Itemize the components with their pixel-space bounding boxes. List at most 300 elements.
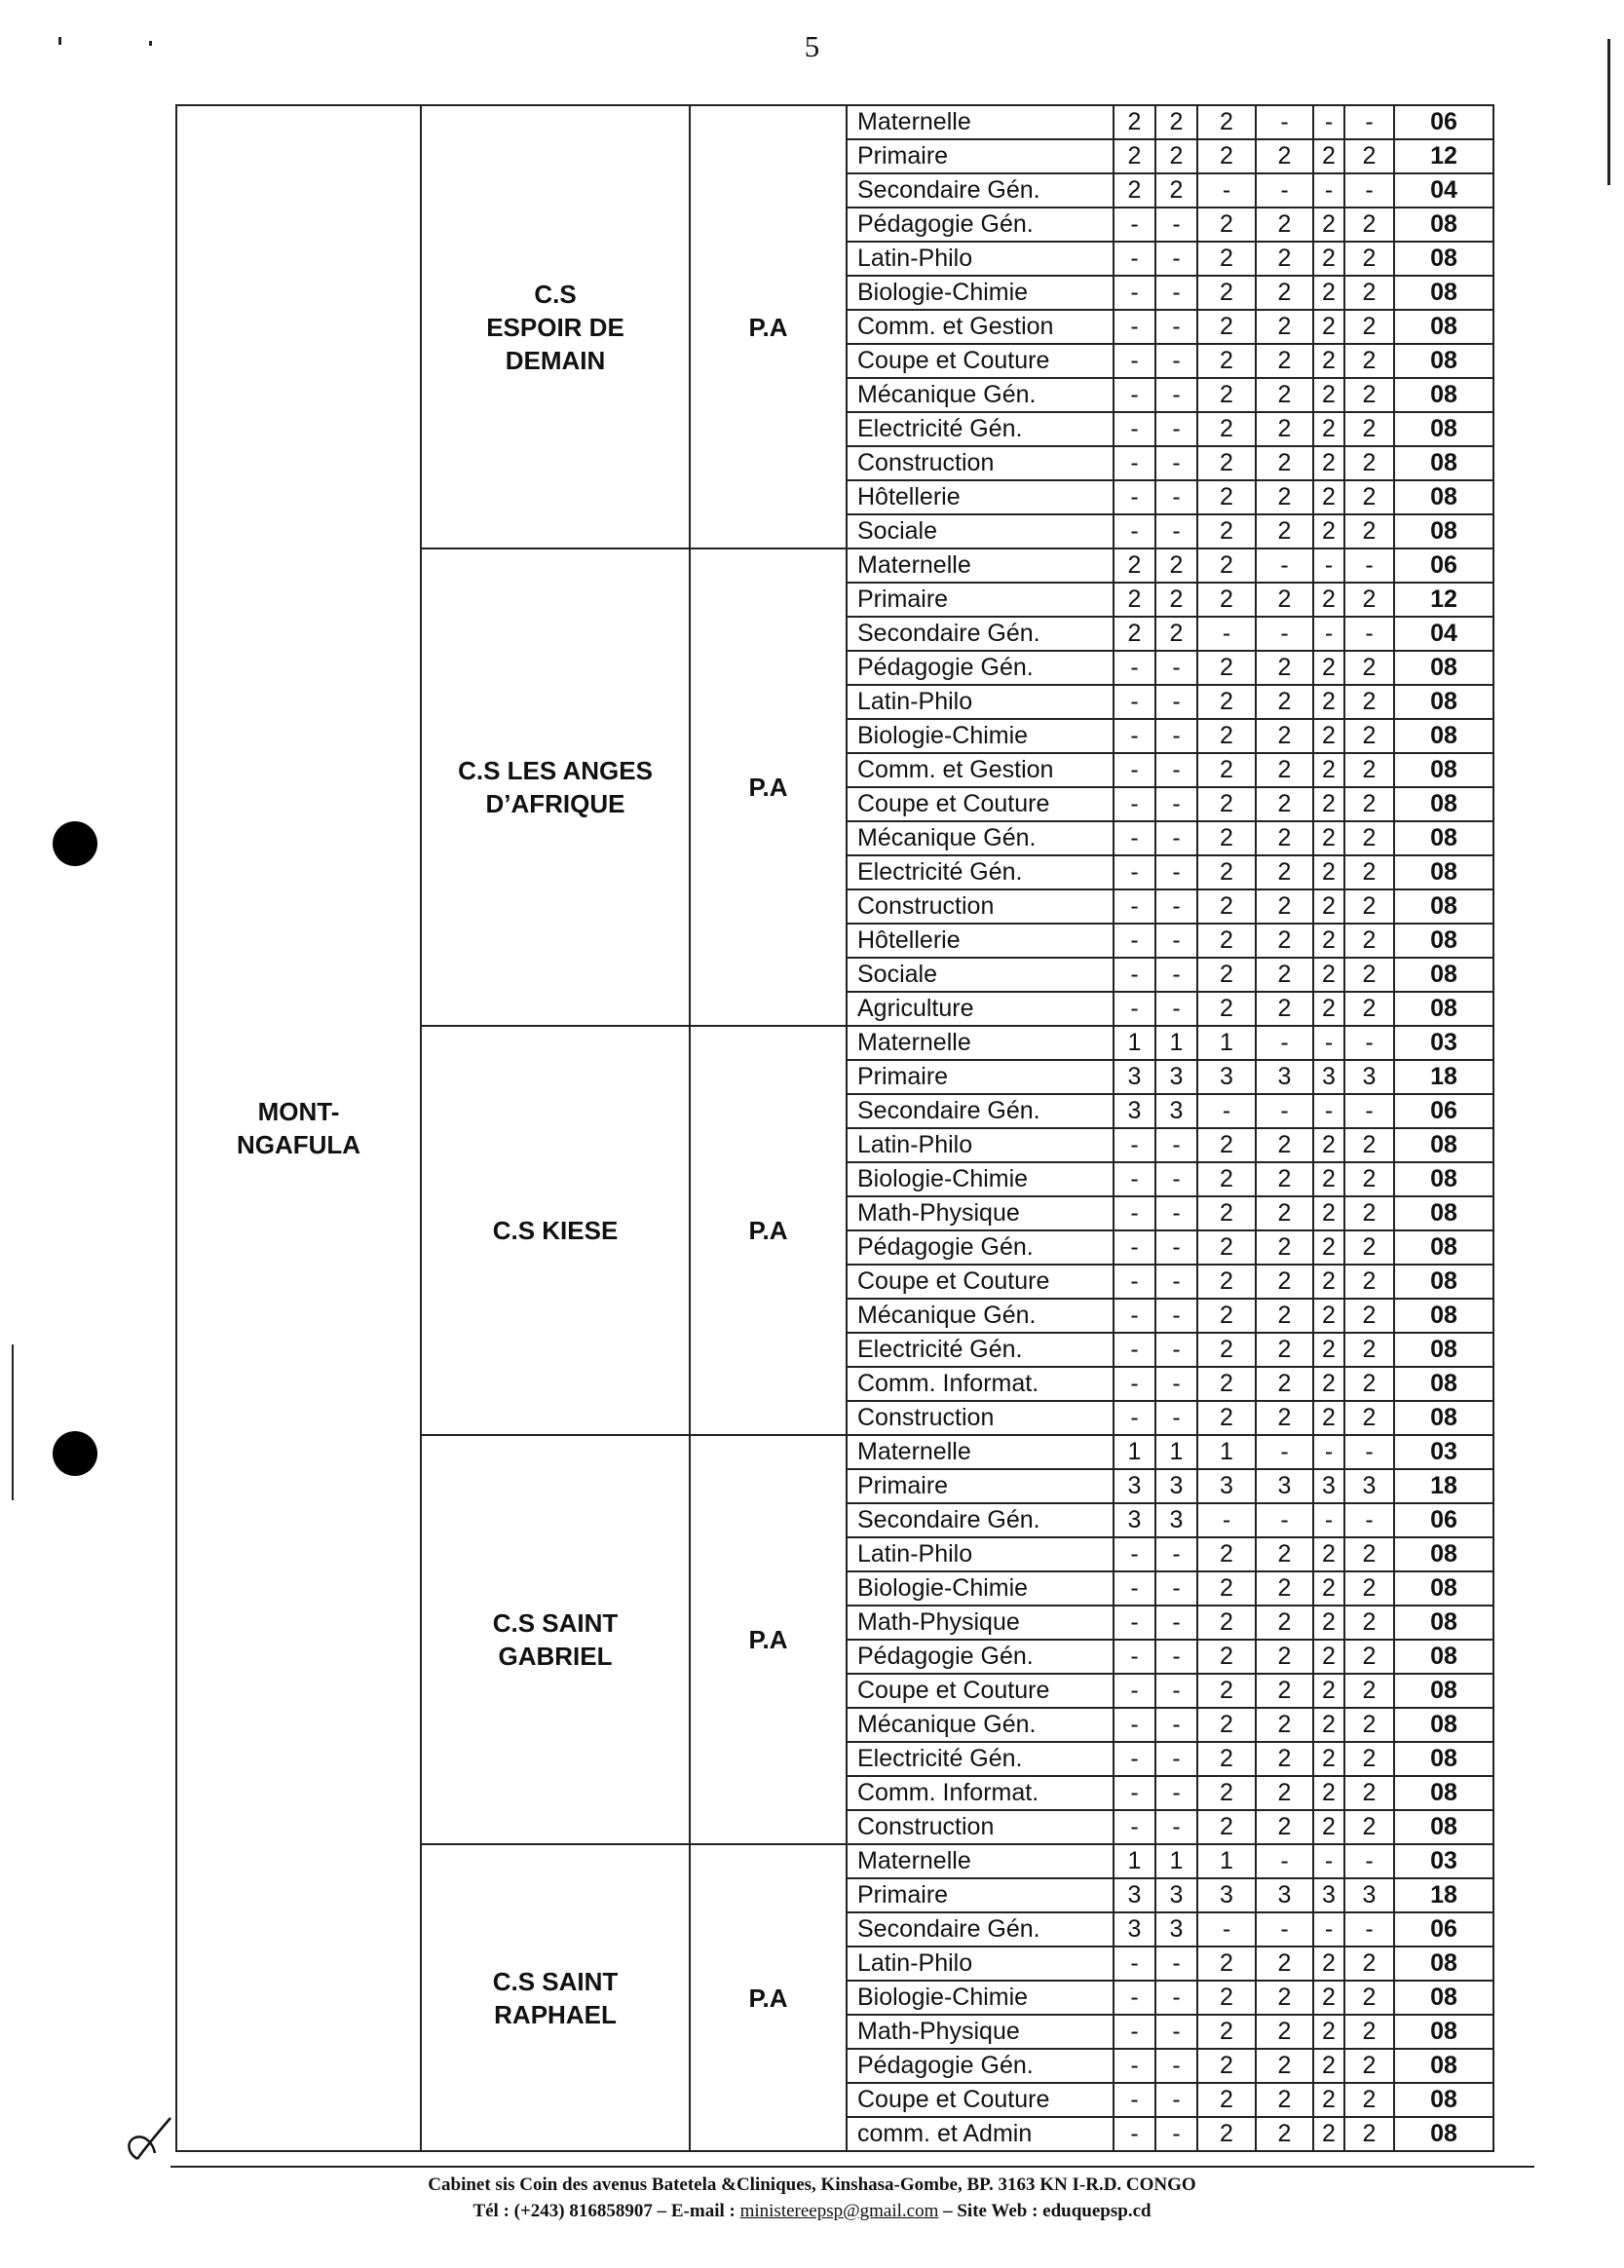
class-count-cell: -: [1114, 412, 1155, 446]
class-count-cell: 2: [1256, 1367, 1313, 1401]
total-cell: 06: [1394, 1503, 1493, 1537]
class-count-cell: -: [1256, 1026, 1313, 1060]
class-count-cell: 3: [1256, 1878, 1313, 1912]
class-count-cell: -: [1155, 1606, 1197, 1640]
class-count-cell: 2: [1256, 685, 1313, 719]
option-cell: Comm. Informat.: [847, 1367, 1114, 1401]
class-count-cell: 2: [1114, 583, 1155, 617]
option-cell: Latin-Philo: [847, 685, 1114, 719]
class-count-cell: 2: [1313, 753, 1344, 787]
total-cell: 08: [1394, 924, 1493, 958]
option-cell: Electricité Gén.: [847, 1333, 1114, 1367]
class-count-cell: 3: [1313, 1060, 1344, 1094]
class-count-cell: -: [1155, 1230, 1197, 1265]
class-count-cell: 2: [1344, 514, 1394, 548]
class-count-cell: 3: [1313, 1469, 1344, 1503]
regime-cell: P.A: [690, 105, 847, 548]
total-cell: 08: [1394, 276, 1493, 310]
class-count-cell: 2: [1313, 583, 1344, 617]
option-cell: Coupe et Couture: [847, 344, 1114, 378]
option-cell: Primaire: [847, 1878, 1114, 1912]
class-count-cell: 3: [1155, 1469, 1197, 1503]
class-count-cell: 2: [1344, 787, 1394, 821]
class-count-cell: 2: [1256, 924, 1313, 958]
class-count-cell: 2: [1344, 1265, 1394, 1299]
class-count-cell: 2: [1256, 1947, 1313, 1981]
class-count-cell: -: [1155, 889, 1197, 924]
class-count-cell: 3: [1155, 1912, 1197, 1947]
class-count-cell: -: [1313, 548, 1344, 583]
class-count-cell: -: [1155, 514, 1197, 548]
class-count-cell: 3: [1344, 1878, 1394, 1912]
class-count-cell: -: [1114, 1401, 1155, 1435]
class-count-cell: 2: [1256, 2015, 1313, 2049]
class-count-cell: 2: [1344, 1367, 1394, 1401]
class-count-cell: 2: [1344, 1708, 1394, 1742]
school-name-cell: C.S ESPOIR DE DEMAIN: [421, 105, 690, 548]
school-name-cell: C.S SAINT GABRIEL: [421, 1435, 690, 1844]
option-cell: Mécanique Gén.: [847, 821, 1114, 855]
option-cell: Secondaire Gén.: [847, 1503, 1114, 1537]
class-count-cell: -: [1155, 855, 1197, 889]
class-count-cell: -: [1313, 1026, 1344, 1060]
class-count-cell: 2: [1313, 1196, 1344, 1230]
class-count-cell: 2: [1256, 310, 1313, 344]
option-cell: Latin-Philo: [847, 1128, 1114, 1162]
total-cell: 08: [1394, 1606, 1493, 1640]
class-count-cell: -: [1155, 378, 1197, 412]
class-count-cell: 2: [1256, 787, 1313, 821]
class-count-cell: 2: [1313, 208, 1344, 242]
class-count-cell: 2: [1313, 378, 1344, 412]
punch-hole: [53, 1431, 97, 1476]
class-count-cell: 2: [1197, 924, 1256, 958]
class-count-cell: 2: [1256, 1128, 1313, 1162]
class-count-cell: 2: [1197, 1606, 1256, 1640]
class-count-cell: 2: [1344, 719, 1394, 753]
total-cell: 08: [1394, 344, 1493, 378]
class-count-cell: 2: [1256, 1401, 1313, 1435]
option-cell: Latin-Philo: [847, 1947, 1114, 1981]
class-count-cell: 2: [1197, 2015, 1256, 2049]
class-count-cell: -: [1313, 105, 1344, 139]
class-count-cell: -: [1114, 2083, 1155, 2117]
class-count-cell: 1: [1197, 1435, 1256, 1469]
class-count-cell: -: [1114, 446, 1155, 480]
class-count-cell: -: [1344, 1912, 1394, 1947]
class-count-cell: 2: [1256, 753, 1313, 787]
school-options-table: [175, 104, 1494, 2152]
class-count-cell: -: [1155, 1162, 1197, 1196]
class-count-cell: 3: [1114, 1912, 1155, 1947]
class-count-cell: 1: [1114, 1844, 1155, 1878]
class-count-cell: 2: [1344, 992, 1394, 1026]
regime-cell: P.A: [690, 1026, 847, 1435]
total-cell: 08: [1394, 2049, 1493, 2083]
total-cell: 06: [1394, 105, 1493, 139]
class-count-cell: 2: [1114, 139, 1155, 173]
class-count-cell: 2: [1155, 139, 1197, 173]
option-cell: Construction: [847, 889, 1114, 924]
class-count-cell: 2: [1344, 2015, 1394, 2049]
total-cell: 08: [1394, 1571, 1493, 1606]
option-cell: Comm. Informat.: [847, 1776, 1114, 1810]
class-count-cell: 2: [1313, 1265, 1344, 1299]
class-count-cell: -: [1256, 1844, 1313, 1878]
total-cell: 12: [1394, 139, 1493, 173]
class-count-cell: -: [1155, 1810, 1197, 1844]
class-count-cell: 2: [1344, 1128, 1394, 1162]
class-count-cell: 2: [1197, 719, 1256, 753]
class-count-cell: -: [1155, 821, 1197, 855]
class-count-cell: -: [1155, 480, 1197, 514]
class-count-cell: 2: [1197, 1367, 1256, 1401]
class-count-cell: 2: [1344, 924, 1394, 958]
class-count-cell: 2: [1313, 1230, 1344, 1265]
class-count-cell: 2: [1114, 105, 1155, 139]
regime-cell: P.A: [690, 1435, 847, 1844]
class-count-cell: 2: [1155, 105, 1197, 139]
class-count-cell: 2: [1313, 1810, 1344, 1844]
class-count-cell: 2: [1344, 2117, 1394, 2151]
total-cell: 08: [1394, 1128, 1493, 1162]
class-count-cell: -: [1313, 173, 1344, 208]
footer-email-link[interactable]: ministereepsp@gmail.com: [739, 2201, 939, 2221]
class-count-cell: 2: [1313, 924, 1344, 958]
class-count-cell: -: [1155, 1571, 1197, 1606]
class-count-cell: 3: [1256, 1469, 1313, 1503]
class-count-cell: -: [1256, 1435, 1313, 1469]
class-count-cell: 2: [1197, 651, 1256, 685]
class-count-cell: 2: [1197, 1674, 1256, 1708]
class-count-cell: 2: [1197, 1196, 1256, 1230]
class-count-cell: 2: [1197, 1299, 1256, 1333]
class-count-cell: -: [1114, 2015, 1155, 2049]
class-count-cell: 2: [1197, 2083, 1256, 2117]
total-cell: 04: [1394, 617, 1493, 651]
total-cell: 08: [1394, 1981, 1493, 2015]
class-count-cell: 2: [1256, 1776, 1313, 1810]
class-count-cell: 2: [1197, 105, 1256, 139]
class-count-cell: 2: [1313, 787, 1344, 821]
class-count-cell: 1: [1114, 1026, 1155, 1060]
total-cell: 08: [1394, 1367, 1493, 1401]
class-count-cell: 2: [1344, 889, 1394, 924]
class-count-cell: -: [1155, 924, 1197, 958]
option-cell: Primaire: [847, 583, 1114, 617]
class-count-cell: 2: [1344, 242, 1394, 276]
option-cell: Latin-Philo: [847, 1537, 1114, 1571]
class-count-cell: 2: [1313, 958, 1344, 992]
class-count-cell: 2: [1256, 651, 1313, 685]
class-count-cell: 2: [1256, 2083, 1313, 2117]
class-count-cell: 2: [1313, 1708, 1344, 1742]
class-count-cell: 2: [1313, 2049, 1344, 2083]
class-count-cell: -: [1344, 1026, 1394, 1060]
class-count-cell: -: [1313, 617, 1344, 651]
class-count-cell: 2: [1256, 412, 1313, 446]
class-count-cell: 2: [1313, 889, 1344, 924]
class-count-cell: 1: [1114, 1435, 1155, 1469]
total-cell: 08: [1394, 1230, 1493, 1265]
class-count-cell: -: [1256, 105, 1313, 139]
class-count-cell: 2: [1344, 1401, 1394, 1435]
class-count-cell: 2: [1313, 446, 1344, 480]
option-cell: Coupe et Couture: [847, 787, 1114, 821]
class-count-cell: 2: [1256, 514, 1313, 548]
class-count-cell: 3: [1344, 1060, 1394, 1094]
class-count-cell: 2: [1256, 1537, 1313, 1571]
class-count-cell: 2: [1197, 2117, 1256, 2151]
class-count-cell: -: [1155, 1333, 1197, 1367]
option-cell: Hôtellerie: [847, 480, 1114, 514]
total-cell: 08: [1394, 1401, 1493, 1435]
total-cell: 08: [1394, 1196, 1493, 1230]
class-count-cell: 2: [1344, 276, 1394, 310]
class-count-cell: 2: [1313, 139, 1344, 173]
class-count-cell: 2: [1256, 1742, 1313, 1776]
option-cell: Math-Physique: [847, 2015, 1114, 2049]
class-count-cell: -: [1155, 1776, 1197, 1810]
class-count-cell: 2: [1344, 1571, 1394, 1606]
class-count-cell: 3: [1155, 1094, 1197, 1128]
total-cell: 04: [1394, 173, 1493, 208]
class-count-cell: -: [1313, 1435, 1344, 1469]
class-count-cell: -: [1114, 2049, 1155, 2083]
total-cell: 08: [1394, 242, 1493, 276]
class-count-cell: 2: [1344, 378, 1394, 412]
class-count-cell: 2: [1256, 378, 1313, 412]
option-cell: Coupe et Couture: [847, 2083, 1114, 2117]
class-count-cell: 2: [1313, 1981, 1344, 2015]
option-cell: Biologie-Chimie: [847, 1981, 1114, 2015]
total-cell: 08: [1394, 855, 1493, 889]
total-cell: 08: [1394, 1537, 1493, 1571]
class-count-cell: -: [1114, 1708, 1155, 1742]
class-count-cell: 2: [1344, 1742, 1394, 1776]
class-count-cell: -: [1114, 1640, 1155, 1674]
class-count-cell: 2: [1197, 1571, 1256, 1606]
option-cell: Pédagogie Gén.: [847, 2049, 1114, 2083]
class-count-cell: 2: [1313, 1742, 1344, 1776]
total-cell: 18: [1394, 1878, 1493, 1912]
class-count-cell: -: [1155, 208, 1197, 242]
class-count-cell: 2: [1197, 1776, 1256, 1810]
class-count-cell: 2: [1344, 855, 1394, 889]
class-count-cell: -: [1155, 1981, 1197, 2015]
class-count-cell: 2: [1197, 855, 1256, 889]
total-cell: 18: [1394, 1060, 1493, 1094]
option-cell: Biologie-Chimie: [847, 1162, 1114, 1196]
class-count-cell: 2: [1313, 719, 1344, 753]
option-cell: Biologie-Chimie: [847, 719, 1114, 753]
class-count-cell: -: [1114, 855, 1155, 889]
total-cell: 08: [1394, 992, 1493, 1026]
class-count-cell: -: [1155, 310, 1197, 344]
class-count-cell: 2: [1197, 1265, 1256, 1299]
school-name-cell: C.S KIESE: [421, 1026, 690, 1435]
footer-rule: [170, 2166, 1534, 2168]
class-count-cell: -: [1114, 310, 1155, 344]
class-count-cell: -: [1344, 1094, 1394, 1128]
option-cell: Mécanique Gén.: [847, 1708, 1114, 1742]
class-count-cell: 2: [1197, 889, 1256, 924]
class-count-cell: 2: [1197, 446, 1256, 480]
class-count-cell: 2: [1197, 2049, 1256, 2083]
option-cell: Maternelle: [847, 1844, 1114, 1878]
class-count-cell: 2: [1313, 412, 1344, 446]
class-count-cell: 2: [1256, 958, 1313, 992]
commune-cell: MONT- NGAFULA: [176, 105, 421, 2151]
class-count-cell: 2: [1197, 1401, 1256, 1435]
class-count-cell: 2: [1344, 1196, 1394, 1230]
class-count-cell: 3: [1197, 1878, 1256, 1912]
class-count-cell: 3: [1197, 1469, 1256, 1503]
class-count-cell: -: [1155, 344, 1197, 378]
class-count-cell: -: [1155, 1401, 1197, 1435]
class-count-cell: 2: [1197, 992, 1256, 1026]
total-cell: 08: [1394, 958, 1493, 992]
class-count-cell: 2: [1313, 2083, 1344, 2117]
class-count-cell: 2: [1256, 480, 1313, 514]
class-count-cell: -: [1155, 2015, 1197, 2049]
class-count-cell: -: [1197, 617, 1256, 651]
class-count-cell: 2: [1256, 1606, 1313, 1640]
total-cell: 08: [1394, 446, 1493, 480]
class-count-cell: 2: [1344, 2083, 1394, 2117]
class-count-cell: 2: [1344, 583, 1394, 617]
class-count-cell: 2: [1344, 1640, 1394, 1674]
class-count-cell: 2: [1313, 1606, 1344, 1640]
option-cell: comm. et Admin: [847, 2117, 1114, 2151]
class-count-cell: -: [1114, 651, 1155, 685]
class-count-cell: 2: [1256, 242, 1313, 276]
class-count-cell: -: [1114, 1810, 1155, 1844]
class-count-cell: -: [1256, 548, 1313, 583]
class-count-cell: 2: [1197, 787, 1256, 821]
class-count-cell: 2: [1313, 1333, 1344, 1367]
total-cell: 08: [1394, 1299, 1493, 1333]
option-cell: Pédagogie Gén.: [847, 208, 1114, 242]
regime-cell: P.A: [690, 548, 847, 1026]
class-count-cell: 2: [1344, 344, 1394, 378]
option-cell: Electricité Gén.: [847, 855, 1114, 889]
class-count-cell: -: [1155, 651, 1197, 685]
class-count-cell: 2: [1197, 242, 1256, 276]
class-count-cell: 2: [1155, 548, 1197, 583]
class-count-cell: 3: [1155, 1503, 1197, 1537]
class-count-cell: 2: [1344, 1333, 1394, 1367]
class-count-cell: -: [1256, 617, 1313, 651]
class-count-cell: -: [1114, 1128, 1155, 1162]
total-cell: 08: [1394, 208, 1493, 242]
total-cell: 08: [1394, 378, 1493, 412]
option-cell: Primaire: [847, 139, 1114, 173]
option-cell: Math-Physique: [847, 1196, 1114, 1230]
class-count-cell: 2: [1313, 1537, 1344, 1571]
option-cell: Construction: [847, 1401, 1114, 1435]
total-cell: 08: [1394, 1947, 1493, 1981]
class-count-cell: -: [1155, 787, 1197, 821]
class-count-cell: -: [1114, 208, 1155, 242]
option-cell: Mécanique Gén.: [847, 378, 1114, 412]
class-count-cell: 2: [1155, 583, 1197, 617]
total-cell: 06: [1394, 1094, 1493, 1128]
class-count-cell: 2: [1197, 583, 1256, 617]
total-cell: 08: [1394, 480, 1493, 514]
class-count-cell: 2: [1197, 1981, 1256, 2015]
class-count-cell: -: [1114, 753, 1155, 787]
total-cell: 08: [1394, 2117, 1493, 2151]
class-count-cell: 2: [1313, 276, 1344, 310]
class-count-cell: -: [1155, 2117, 1197, 2151]
option-cell: Maternelle: [847, 105, 1114, 139]
class-count-cell: 2: [1197, 1640, 1256, 1674]
class-count-cell: 2: [1313, 242, 1344, 276]
class-count-cell: -: [1344, 1844, 1394, 1878]
class-count-cell: 2: [1256, 139, 1313, 173]
class-count-cell: -: [1155, 1674, 1197, 1708]
class-count-cell: 2: [1197, 344, 1256, 378]
class-count-cell: -: [1155, 753, 1197, 787]
class-count-cell: 2: [1313, 1401, 1344, 1435]
class-count-cell: -: [1114, 1537, 1155, 1571]
class-count-cell: 2: [1114, 617, 1155, 651]
class-count-cell: 2: [1344, 821, 1394, 855]
class-count-cell: -: [1197, 1912, 1256, 1947]
class-count-cell: 2: [1197, 1947, 1256, 1981]
class-count-cell: -: [1155, 2083, 1197, 2117]
total-cell: 08: [1394, 787, 1493, 821]
class-count-cell: 3: [1114, 1503, 1155, 1537]
class-count-cell: -: [1155, 1708, 1197, 1742]
table-row: [176, 105, 1493, 139]
total-cell: 08: [1394, 2083, 1493, 2117]
class-count-cell: -: [1313, 1503, 1344, 1537]
class-count-cell: 2: [1344, 1299, 1394, 1333]
class-count-cell: 2: [1313, 821, 1344, 855]
class-count-cell: 1: [1197, 1844, 1256, 1878]
class-count-cell: 2: [1197, 1162, 1256, 1196]
class-count-cell: -: [1114, 719, 1155, 753]
total-cell: 08: [1394, 1333, 1493, 1367]
option-cell: Maternelle: [847, 548, 1114, 583]
class-count-cell: 2: [1344, 1776, 1394, 1810]
scan-mark: [149, 41, 152, 46]
total-cell: 08: [1394, 651, 1493, 685]
class-count-cell: -: [1155, 1640, 1197, 1674]
regime-cell: P.A: [690, 1844, 847, 2151]
class-count-cell: -: [1114, 1606, 1155, 1640]
class-count-cell: -: [1114, 1333, 1155, 1367]
class-count-cell: -: [1155, 992, 1197, 1026]
class-count-cell: 2: [1344, 651, 1394, 685]
footer-phone: Tél : (+243) 816858907 – E-mail :: [472, 2201, 740, 2221]
class-count-cell: 1: [1197, 1026, 1256, 1060]
class-count-cell: 2: [1313, 514, 1344, 548]
class-count-cell: 2: [1197, 1230, 1256, 1265]
class-count-cell: 3: [1114, 1878, 1155, 1912]
class-count-cell: 2: [1256, 446, 1313, 480]
option-cell: Secondaire Gén.: [847, 1912, 1114, 1947]
class-count-cell: -: [1114, 1947, 1155, 1981]
option-cell: Construction: [847, 1810, 1114, 1844]
class-count-cell: 1: [1155, 1844, 1197, 1878]
class-count-cell: 2: [1197, 378, 1256, 412]
class-count-cell: 2: [1313, 1571, 1344, 1606]
total-cell: 08: [1394, 412, 1493, 446]
option-cell: Sociale: [847, 514, 1114, 548]
